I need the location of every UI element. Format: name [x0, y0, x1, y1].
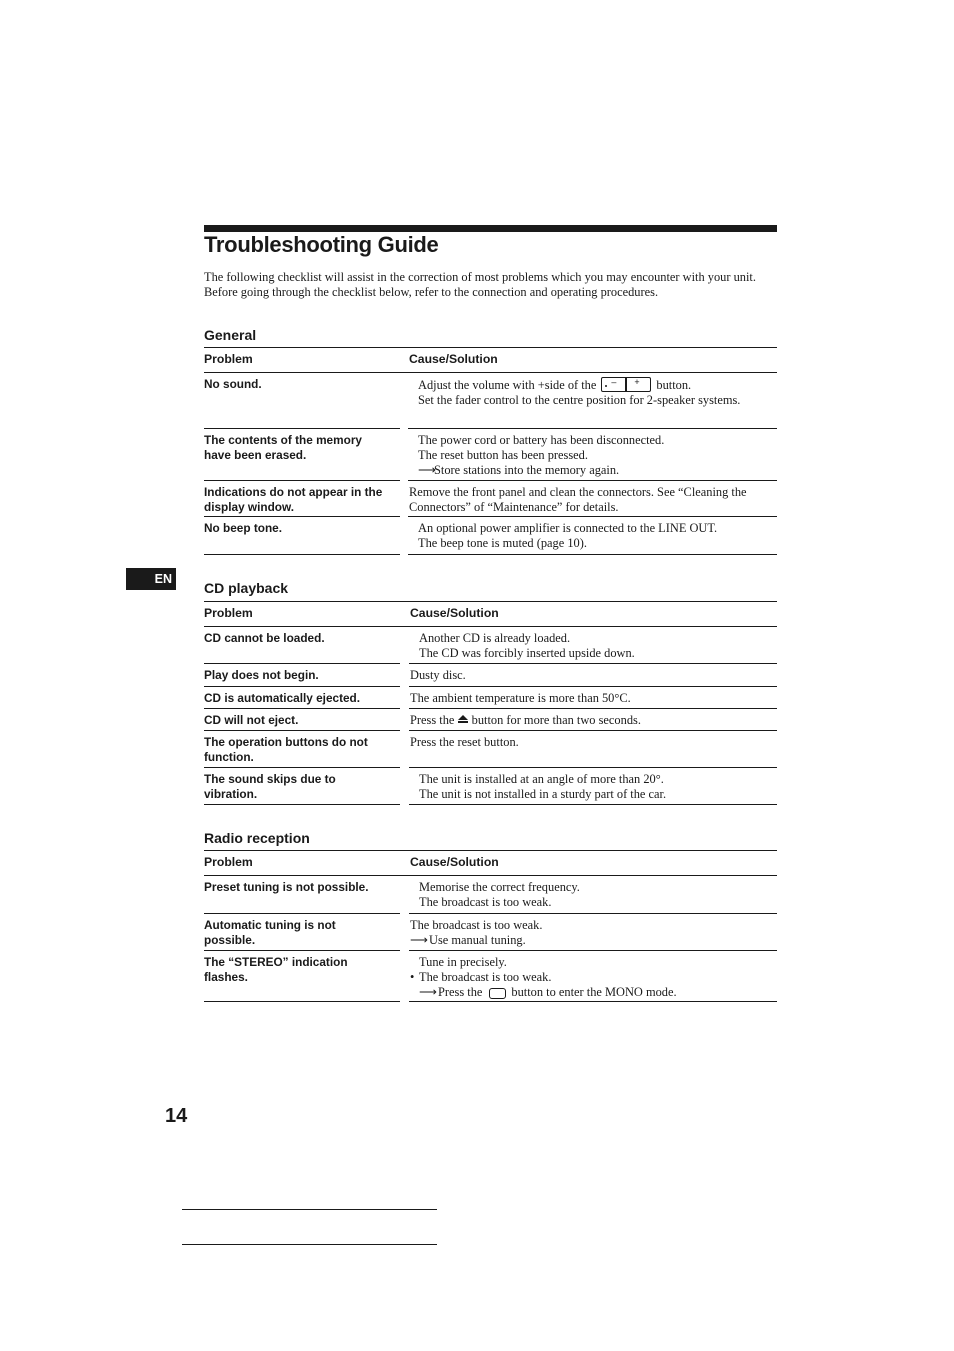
- solution-text: Tune in precisely.: [419, 955, 507, 969]
- solution-cell: [410, 918, 780, 948]
- solution-text: Press the: [438, 984, 483, 999]
- page-number: 14: [165, 1105, 188, 1127]
- solution-text: Store stations into the memory again.: [434, 462, 620, 477]
- language-tab: EN: [126, 568, 176, 590]
- solution-cell: [410, 668, 780, 683]
- solution-cell: [418, 521, 788, 551]
- solution-text: Use manual tuning.: [429, 932, 526, 947]
- solution-text: Remove the front panel and clean the connectors. See “Cleaning the Connectors” of “Maintenance” for details.: [409, 485, 747, 514]
- table-row: [204, 627, 777, 664]
- problem-cell: CD will not eject.: [204, 713, 299, 727]
- eject-icon: [458, 715, 468, 724]
- volume-button-icon: – +: [601, 377, 651, 392]
- intro-paragraph: The following checklist will assist in the correction of most problems which you may encounter with your unit.: [204, 270, 756, 284]
- table-row: [204, 687, 777, 709]
- mono-button-icon: [489, 988, 506, 999]
- solution-text: button for more than two seconds.: [471, 713, 641, 727]
- bullet-icon: •: [410, 969, 415, 984]
- footer-rule: [182, 1244, 437, 1245]
- solution-text: Memorise the correct frequency.: [419, 880, 580, 894]
- solution-text: Adjust the volume with +side of the: [418, 378, 597, 392]
- header-solution: Cause/Solution: [409, 352, 498, 366]
- solution-text: The ambient temperature is more than 50°C.: [410, 691, 631, 705]
- problem-cell: No sound.: [204, 377, 262, 391]
- solution-text: Press the reset button.: [410, 735, 519, 749]
- intro-paragraph: Before going through the checklist below, refer to the connection and operating procedures.: [204, 284, 659, 299]
- problem-cell: Automatic tuning is not possible.: [204, 918, 336, 947]
- solution-cell: [418, 377, 788, 408]
- solution-text: The broadcast is too weak.: [419, 969, 552, 984]
- problem-cell: The sound skips due to vibration.: [204, 772, 336, 801]
- problem-cell: The “STEREO” indication flashes.: [204, 955, 348, 984]
- table-row: [204, 664, 777, 687]
- solution-cell: [419, 880, 789, 910]
- table-row: [204, 373, 777, 429]
- section-title-general: General: [204, 327, 257, 343]
- table-row: [204, 429, 777, 481]
- table-row: [204, 731, 777, 768]
- general-table: [204, 347, 777, 555]
- solution-text: The unit is not installed in a sturdy part of the car.: [419, 786, 667, 801]
- solution-text: An optional power amplifier is connected to the LINE OUT.: [418, 521, 718, 535]
- solution-text: Set the fader control to the centre position for 2-speaker systems.: [418, 392, 741, 407]
- solution-text: button to enter the MONO mode.: [511, 984, 677, 999]
- header-solution: Cause/Solution: [410, 855, 499, 869]
- solution-cell: [418, 433, 788, 477]
- page-title: Troubleshooting Guide: [204, 232, 439, 257]
- arrow-icon: ⟶: [410, 932, 428, 947]
- table-header: [204, 850, 777, 876]
- solution-cell: [410, 691, 780, 706]
- problem-cell: Indications do not appear in the display window.: [204, 485, 383, 514]
- solution-cell: [410, 735, 780, 750]
- arrow-icon: ⟶: [419, 984, 437, 999]
- solution-text: The CD was forcibly inserted upside down.: [419, 645, 635, 660]
- problem-cell: CD is automatically ejected.: [204, 691, 361, 705]
- arrow-icon: ⟶: [418, 462, 436, 477]
- solution-cell: [419, 772, 789, 802]
- cd-table: [204, 601, 777, 805]
- footer-rule: [182, 1209, 437, 1210]
- intro-text: [204, 270, 779, 299]
- table-row: [204, 709, 777, 731]
- header-problem: Problem: [204, 855, 253, 869]
- table-row: [204, 768, 777, 805]
- table-header: [204, 347, 777, 373]
- radio-table: [204, 850, 777, 1002]
- problem-cell: No beep tone.: [204, 521, 282, 535]
- problem-cell: The operation buttons do not function.: [204, 735, 368, 764]
- section-title-cd: CD playback: [204, 580, 289, 596]
- solution-text: The unit is installed at an angle of more than 20°.: [419, 772, 664, 786]
- problem-cell: Play does not begin.: [204, 668, 319, 682]
- solution-text: Dusty disc.: [410, 668, 466, 682]
- problem-cell: The contents of the memory have been erased.: [204, 433, 362, 462]
- problem-cell: Preset tuning is not possible.: [204, 880, 369, 894]
- solution-text: The broadcast is too weak.: [410, 918, 543, 932]
- solution-text: Another CD is already loaded.: [419, 631, 571, 645]
- title-rule: [204, 225, 777, 232]
- solution-cell: [409, 485, 779, 515]
- solution-text: Press the: [410, 713, 455, 727]
- solution-cell: [410, 955, 780, 999]
- solution-text: The broadcast is too weak.: [419, 894, 552, 909]
- solution-cell: [419, 631, 789, 661]
- header-solution: Cause/Solution: [410, 606, 499, 620]
- solution-text: button.: [656, 378, 692, 392]
- solution-text: The reset button has been pressed.: [418, 447, 588, 462]
- header-problem: Problem: [204, 352, 253, 366]
- table-row: [204, 876, 777, 914]
- problem-cell: CD cannot be loaded.: [204, 631, 325, 645]
- table-row: [204, 914, 777, 951]
- solution-text: The power cord or battery has been disconnected.: [418, 433, 665, 447]
- table-row: [204, 517, 777, 555]
- header-problem: Problem: [204, 606, 253, 620]
- solution-cell: [410, 713, 780, 728]
- table-row: [204, 951, 777, 1002]
- solution-text: The beep tone is muted (page 10).: [418, 535, 587, 550]
- table-header: [204, 601, 777, 627]
- table-row: [204, 481, 777, 517]
- section-title-radio: Radio reception: [204, 830, 310, 846]
